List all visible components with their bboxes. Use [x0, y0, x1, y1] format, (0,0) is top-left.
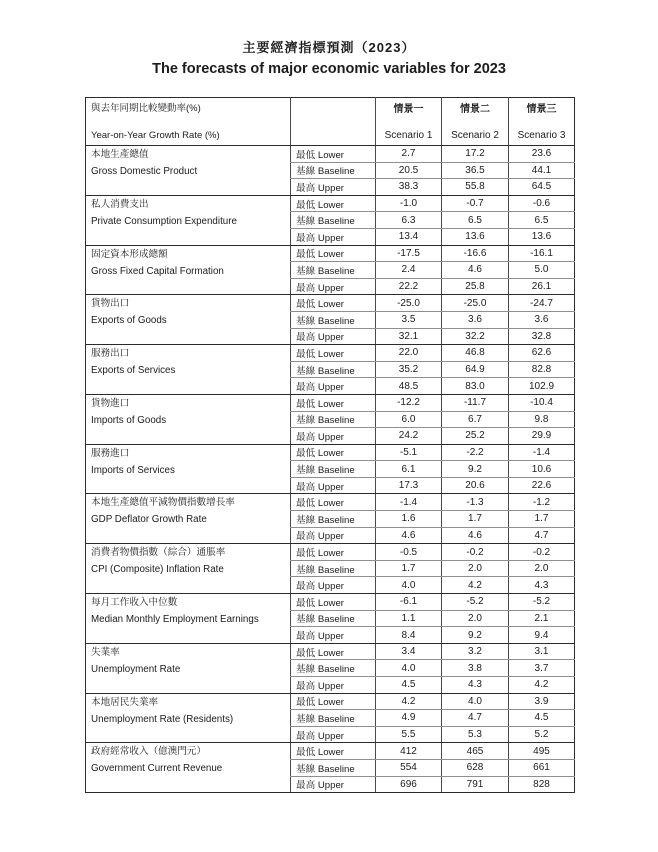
bound-label: 基線 Baseline	[291, 311, 376, 328]
value-cell: 4.0	[376, 577, 442, 594]
value-cell: -1.3	[442, 494, 509, 511]
value-cell: 102.9	[509, 378, 575, 395]
value-cell: -0.6	[509, 195, 575, 212]
table-row	[86, 594, 575, 611]
value-cell: 22.6	[509, 477, 575, 494]
indicator-name-en: Gross Domestic Product	[91, 166, 198, 177]
bound-label: 最低 Lower	[291, 295, 376, 312]
value-cell: -25.0	[442, 295, 509, 312]
bound-label: 最低 Lower	[291, 394, 376, 411]
bound-label: 最低 Lower	[291, 146, 376, 163]
indicator-name-en: Exports of Services	[91, 365, 176, 377]
value-cell: -0.7	[442, 195, 509, 212]
table-row	[86, 494, 575, 511]
value-cell: 2.7	[376, 146, 442, 163]
table-row	[86, 146, 575, 163]
bound-label: 最低 Lower	[291, 245, 376, 262]
value-cell: -1.4	[376, 494, 442, 511]
header-row	[86, 98, 575, 146]
indicator-label-cell	[86, 494, 291, 544]
value-cell: 35.2	[376, 361, 442, 378]
value-cell: 3.4	[376, 643, 442, 660]
table-row	[86, 544, 575, 561]
value-cell: 3.1	[509, 643, 575, 660]
table-row	[86, 245, 575, 262]
bound-label: 最低 Lower	[291, 594, 376, 611]
value-cell: 5.5	[376, 726, 442, 743]
scenario-1-zh: 情景一	[393, 103, 424, 115]
bound-label: 最高 Upper	[291, 328, 376, 345]
value-cell: 9.8	[509, 411, 575, 428]
indicator-name-zh: 消費者物價指數（綜合）通脹率	[91, 547, 226, 559]
value-cell: 4.7	[442, 710, 509, 727]
value-cell: 791	[442, 776, 509, 793]
value-cell: -10.4	[509, 394, 575, 411]
value-cell: 13.4	[376, 228, 442, 245]
indicator-name-en: Unemployment Rate (Residents)	[91, 713, 234, 725]
value-cell: 44.1	[509, 162, 575, 179]
indicator-label-cell	[86, 693, 291, 743]
value-cell: 1.6	[376, 511, 442, 528]
table-row	[86, 693, 575, 710]
table-row	[86, 195, 575, 212]
value-cell: 20.5	[376, 162, 442, 179]
value-cell: 4.5	[376, 677, 442, 694]
forecast-table-body	[86, 146, 575, 793]
value-cell: 4.5	[509, 710, 575, 727]
indicator-name-zh: 固定資本形成總額	[91, 248, 168, 260]
value-cell: 4.3	[442, 677, 509, 694]
indicator-label-cell	[86, 245, 291, 295]
indicator-name-en: Median Monthly Employment Earnings	[91, 614, 259, 626]
bound-label: 最高 Upper	[291, 627, 376, 644]
value-cell: 8.4	[376, 627, 442, 644]
value-cell: 4.7	[509, 527, 575, 544]
value-cell: 4.2	[442, 577, 509, 594]
value-cell: 1.1	[376, 610, 442, 627]
bound-label: 基線 Baseline	[291, 461, 376, 478]
value-cell: 23.6	[509, 146, 575, 163]
header-growth-rate-label	[86, 98, 291, 146]
bound-label: 基線 Baseline	[291, 361, 376, 378]
value-cell: -0.2	[509, 544, 575, 561]
indicator-name-zh: 私人消費支出	[91, 198, 149, 210]
indicator-name-en: Imports of Goods	[91, 414, 167, 426]
indicator-name-zh: 政府經常收入（億澳門元）	[91, 746, 207, 758]
bound-label: 最高 Upper	[291, 776, 376, 793]
indicator-name-zh: 貨物進口	[91, 397, 130, 409]
indicator-label-cell	[86, 394, 291, 444]
bound-label: 最低 Lower	[291, 544, 376, 561]
bound-label: 最低 Lower	[291, 494, 376, 511]
header-growth-rate-zh: 與去年同期比較變動率(%)	[91, 103, 201, 114]
value-cell: -1.2	[509, 494, 575, 511]
indicator-label-cell	[86, 594, 291, 644]
value-cell: 17.3	[376, 477, 442, 494]
forecast-table	[85, 97, 575, 793]
indicator-name-en: Government Current Revenue	[91, 763, 223, 775]
page-title-zh: 主要經濟指標預測（2023）	[242, 40, 416, 55]
value-cell: 4.0	[376, 660, 442, 677]
value-cell: 32.2	[442, 328, 509, 345]
indicator-name-zh: 貨物出口	[91, 298, 130, 310]
value-cell: 4.3	[509, 577, 575, 594]
value-cell: 64.9	[442, 361, 509, 378]
value-cell: 5.2	[509, 726, 575, 743]
value-cell: 661	[509, 759, 575, 776]
bound-label: 最高 Upper	[291, 677, 376, 694]
value-cell: 3.6	[442, 311, 509, 328]
value-cell: -24.7	[509, 295, 575, 312]
value-cell: 2.1	[509, 610, 575, 627]
bound-label: 最低 Lower	[291, 195, 376, 212]
value-cell: 6.3	[376, 212, 442, 229]
value-cell: 82.8	[509, 361, 575, 378]
value-cell: 6.1	[376, 461, 442, 478]
value-cell: -6.1	[376, 594, 442, 611]
bound-label: 最高 Upper	[291, 278, 376, 295]
value-cell: -2.2	[442, 444, 509, 461]
value-cell: 26.1	[509, 278, 575, 295]
value-cell: 5.3	[442, 726, 509, 743]
value-cell: -17.5	[376, 245, 442, 262]
bound-label: 最高 Upper	[291, 726, 376, 743]
scenario-2-en: Scenario 2	[451, 129, 499, 141]
value-cell: 24.2	[376, 428, 442, 445]
bound-label: 基線 Baseline	[291, 162, 376, 179]
value-cell: 9.4	[509, 627, 575, 644]
value-cell: 554	[376, 759, 442, 776]
value-cell: 10.6	[509, 461, 575, 478]
indicator-label-cell	[86, 643, 291, 693]
value-cell: -5.2	[442, 594, 509, 611]
bound-label: 基線 Baseline	[291, 212, 376, 229]
bound-label: 最低 Lower	[291, 643, 376, 660]
value-cell: 4.6	[442, 527, 509, 544]
value-cell: 4.0	[442, 693, 509, 710]
table-row	[86, 394, 575, 411]
indicator-name-zh: 本地生產總值平減物價指數增長率	[91, 497, 235, 509]
value-cell: 25.2	[442, 428, 509, 445]
bound-label: 最高 Upper	[291, 527, 376, 544]
value-cell: -16.1	[509, 245, 575, 262]
value-cell: 2.0	[442, 610, 509, 627]
bound-label: 最高 Upper	[291, 428, 376, 445]
table-row	[86, 643, 575, 660]
page-title-en: The forecasts of major economic variables for 2023	[152, 61, 506, 77]
value-cell: -25.0	[376, 295, 442, 312]
value-cell: 2.0	[442, 560, 509, 577]
value-cell: 4.2	[376, 693, 442, 710]
value-cell: 3.9	[509, 693, 575, 710]
value-cell: 36.5	[442, 162, 509, 179]
scenario-3-zh: 情景三	[526, 103, 557, 115]
indicator-name-en: GDP Deflator Growth Rate	[91, 514, 207, 526]
bound-label: 最高 Upper	[291, 477, 376, 494]
indicator-name-zh: 本地生產總值	[91, 149, 149, 160]
value-cell: 62.6	[509, 345, 575, 362]
indicator-label-cell	[86, 544, 291, 594]
indicator-label-cell	[86, 195, 291, 245]
value-cell: 13.6	[442, 228, 509, 245]
indicator-label-cell	[86, 444, 291, 494]
value-cell: -0.2	[442, 544, 509, 561]
bound-label: 最低 Lower	[291, 743, 376, 760]
indicator-name-zh: 服務進口	[91, 447, 130, 459]
value-cell: 29.9	[509, 428, 575, 445]
bound-label: 基線 Baseline	[291, 660, 376, 677]
value-cell: 3.5	[376, 311, 442, 328]
value-cell: 3.7	[509, 660, 575, 677]
value-cell: 4.2	[509, 677, 575, 694]
value-cell: 696	[376, 776, 442, 793]
bound-label: 基線 Baseline	[291, 511, 376, 528]
page-title-block	[0, 37, 658, 77]
value-cell: 6.5	[509, 212, 575, 229]
value-cell: 55.8	[442, 179, 509, 196]
value-cell: 9.2	[442, 627, 509, 644]
value-cell: 48.5	[376, 378, 442, 395]
indicator-name-en: Private Consumption Expenditure	[91, 215, 237, 227]
bound-label: 最低 Lower	[291, 693, 376, 710]
value-cell: 3.2	[442, 643, 509, 660]
bound-label: 基線 Baseline	[291, 411, 376, 428]
scenario-2-zh: 情景二	[460, 103, 490, 115]
indicator-label-cell	[86, 345, 291, 395]
bound-label: 基線 Baseline	[291, 560, 376, 577]
bound-label: 基線 Baseline	[291, 759, 376, 776]
value-cell: 38.3	[376, 179, 442, 196]
value-cell: 3.8	[442, 660, 509, 677]
value-cell: 4.9	[376, 710, 442, 727]
value-cell: 64.5	[509, 179, 575, 196]
value-cell: 32.1	[376, 328, 442, 345]
table-row	[86, 743, 575, 760]
value-cell: 628	[442, 759, 509, 776]
value-cell: -11.7	[442, 394, 509, 411]
indicator-name-zh: 失業率	[91, 646, 120, 658]
value-cell: 6.5	[442, 212, 509, 229]
value-cell: 25.8	[442, 278, 509, 295]
indicator-name-zh: 本地居民失業率	[91, 696, 159, 708]
value-cell: 1.7	[376, 560, 442, 577]
value-cell: -1.4	[509, 444, 575, 461]
value-cell: 412	[376, 743, 442, 760]
bound-label: 最高 Upper	[291, 378, 376, 395]
indicator-label-cell	[86, 146, 291, 196]
value-cell: 6.7	[442, 411, 509, 428]
indicator-name-en: Exports of Goods	[91, 315, 167, 327]
value-cell: 22.0	[376, 345, 442, 362]
value-cell: 13.6	[509, 228, 575, 245]
header-growth-rate-en: Year-on-Year Growth Rate (%)	[91, 130, 220, 141]
value-cell: 83.0	[442, 378, 509, 395]
header-scenario-3	[509, 98, 575, 146]
indicator-name-en: Imports of Services	[91, 464, 175, 476]
value-cell: 22.2	[376, 278, 442, 295]
indicator-name-en: CPI (Composite) Inflation Rate	[91, 564, 224, 576]
indicator-name-zh: 服務出口	[91, 348, 130, 360]
value-cell: 5.0	[509, 262, 575, 279]
bound-label: 最高 Upper	[291, 577, 376, 594]
value-cell: -12.2	[376, 394, 442, 411]
value-cell: 17.2	[442, 146, 509, 163]
bound-label: 最低 Lower	[291, 345, 376, 362]
scenario-3-en: Scenario 3	[517, 129, 566, 141]
table-row	[86, 295, 575, 312]
value-cell: 495	[509, 743, 575, 760]
value-cell: -5.2	[509, 594, 575, 611]
value-cell: -16.6	[442, 245, 509, 262]
table-row	[86, 444, 575, 461]
header-scenario-1	[376, 98, 442, 146]
indicator-name-zh: 每月工作收入中位數	[91, 597, 178, 609]
value-cell: -5.1	[376, 444, 442, 461]
header-scenario-2	[442, 98, 509, 146]
value-cell: 465	[442, 743, 509, 760]
value-cell: 20.6	[442, 477, 509, 494]
value-cell: 2.4	[376, 262, 442, 279]
value-cell: 32.8	[509, 328, 575, 345]
value-cell: -1.0	[376, 195, 442, 212]
indicator-name-en: Gross Fixed Capital Formation	[91, 265, 224, 277]
value-cell: -0.5	[376, 544, 442, 561]
table-header	[86, 98, 575, 146]
value-cell: 3.6	[509, 311, 575, 328]
indicator-label-cell	[86, 743, 291, 793]
value-cell: 1.7	[442, 511, 509, 528]
bound-label: 最高 Upper	[291, 179, 376, 196]
value-cell: 2.0	[509, 560, 575, 577]
bound-label: 基線 Baseline	[291, 610, 376, 627]
bound-label: 基線 Baseline	[291, 710, 376, 727]
table-row	[86, 345, 575, 362]
indicator-label-cell	[86, 295, 291, 345]
header-bound-spacer	[291, 98, 376, 146]
bound-label: 最高 Upper	[291, 228, 376, 245]
value-cell: 46.8	[442, 345, 509, 362]
bound-label: 基線 Baseline	[291, 262, 376, 279]
indicator-name-en: Unemployment Rate	[91, 663, 181, 675]
value-cell: 4.6	[442, 262, 509, 279]
value-cell: 1.7	[509, 511, 575, 528]
value-cell: 4.6	[376, 527, 442, 544]
scenario-1-en: Scenario 1	[384, 129, 433, 141]
value-cell: 9.2	[442, 461, 509, 478]
value-cell: 828	[509, 776, 575, 793]
bound-label: 最低 Lower	[291, 444, 376, 461]
value-cell: 6.0	[376, 411, 442, 428]
